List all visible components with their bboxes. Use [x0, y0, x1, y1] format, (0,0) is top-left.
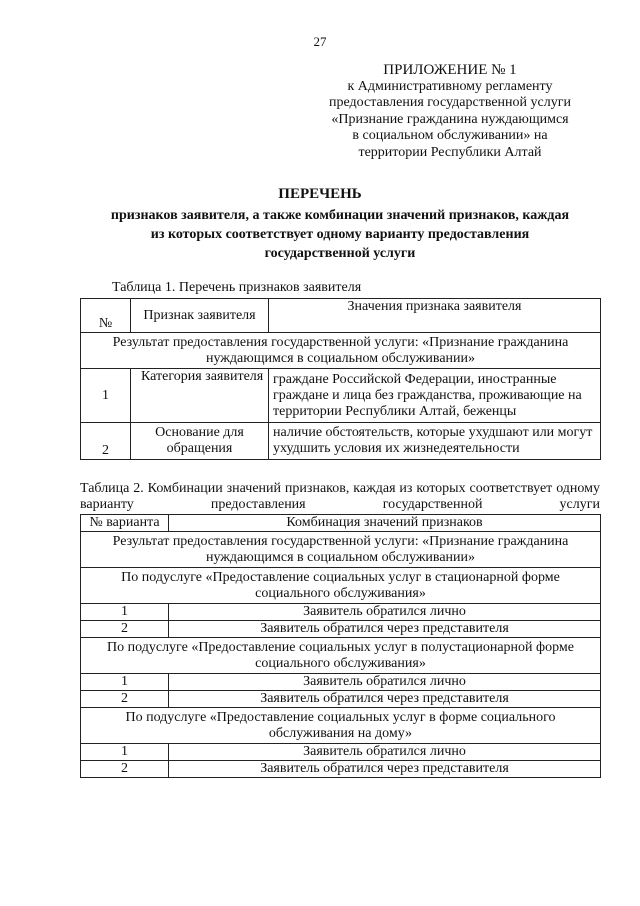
appendix-line: «Признание гражданина нуждающимся: [331, 111, 569, 127]
appendix-line: территории Республики Алтай: [358, 144, 542, 160]
page-number: 27: [313, 34, 327, 49]
table-attribute-combinations: [80, 514, 601, 778]
table2-caption: Таблица 2. Комбинации значений признаков, каждая из которых соответствует одному варианту предоставления государственной услуги: [80, 481, 600, 512]
document-title: ПЕРЕЧЕНЬ: [278, 186, 362, 202]
subtitle-line: признаков заявителя, а также комбинации значений признаков, каждая: [110, 208, 570, 223]
variant-num: 2: [81, 621, 169, 638]
row-values: наличие обстоятельств, которые ухудшают или могут ухудшить условия их жизнедеятельности: [269, 423, 601, 460]
appendix-line: в социальном обслуживании» на: [352, 128, 548, 143]
table-header-row: [81, 515, 601, 532]
appendix-header: [300, 62, 600, 161]
row-num: 2: [81, 423, 131, 460]
row-num: 1: [81, 369, 131, 423]
table-row: [81, 674, 601, 691]
variant-num: 1: [81, 674, 169, 691]
result-row: Результат предоставления государственной услуги: «Признание гражданина нуждающимся в социальном обслуживании»: [81, 333, 601, 369]
variant-text: Заявитель обратился через представителя: [169, 621, 601, 638]
group-title: По подуслуге «Предоставление социальных услуг в полустационарной форме социального обслуживания»: [81, 638, 601, 674]
header-combination: Комбинация значений признаков: [169, 515, 601, 532]
subtitle-line: государственной услуги: [264, 246, 416, 261]
variant-num: 2: [81, 691, 169, 708]
variant-text: Заявитель обратился лично: [169, 744, 601, 761]
group-title: По подуслуге «Предоставление социальных услуг в стационарной форме социального обслуживания»: [81, 568, 601, 604]
header-attribute: Признак заявителя: [131, 299, 269, 333]
row-attribute: Основание для обращения: [131, 423, 269, 460]
document-subtitle: [60, 206, 620, 263]
table-row: [81, 369, 601, 423]
variant-text: Заявитель обратился через представителя: [169, 691, 601, 708]
variant-text: Заявитель обратился через представителя: [169, 761, 601, 778]
table-row: [81, 708, 601, 744]
table-row: [81, 532, 601, 568]
table-row: [81, 761, 601, 778]
header-num: №: [81, 299, 131, 333]
row-attribute: Категория заявителя: [131, 369, 269, 423]
table-row: [81, 691, 601, 708]
table-row: [81, 621, 601, 638]
variant-text: Заявитель обратился лично: [169, 604, 601, 621]
row-values: граждане Российской Федерации, иностранные граждане и лица без гражданства, проживающие на территории Республики Алтай, беженцы: [269, 369, 601, 423]
header-values: Значения признака заявителя: [269, 299, 601, 333]
variant-num: 2: [81, 761, 169, 778]
table-row: [81, 423, 601, 460]
appendix-line: к Административному регламенту: [347, 78, 553, 94]
result-row: Результат предоставления государственной услуги: «Признание гражданина нуждающимся в социальном обслуживании»: [81, 532, 601, 568]
table-row: [81, 333, 601, 369]
appendix-line: предоставления государственной услуги: [329, 95, 571, 110]
subtitle-line: из которых соответствует одному варианту предоставления: [150, 227, 530, 242]
table-row: [81, 744, 601, 761]
table-applicant-attributes: [80, 298, 601, 460]
appendix-line: ПРИЛОЖЕНИЕ № 1: [383, 62, 517, 78]
table-row: [81, 638, 601, 674]
table1-caption: Таблица 1. Перечень признаков заявителя: [112, 280, 362, 295]
table-row: [81, 604, 601, 621]
table-header-row: [81, 299, 601, 333]
table-row: [81, 568, 601, 604]
group-title: По подуслуге «Предоставление социальных услуг в форме социального обслуживания на дому»: [81, 708, 601, 744]
header-variant: № варианта: [81, 515, 169, 532]
variant-text: Заявитель обратился лично: [169, 674, 601, 691]
variant-num: 1: [81, 604, 169, 621]
variant-num: 1: [81, 744, 169, 761]
